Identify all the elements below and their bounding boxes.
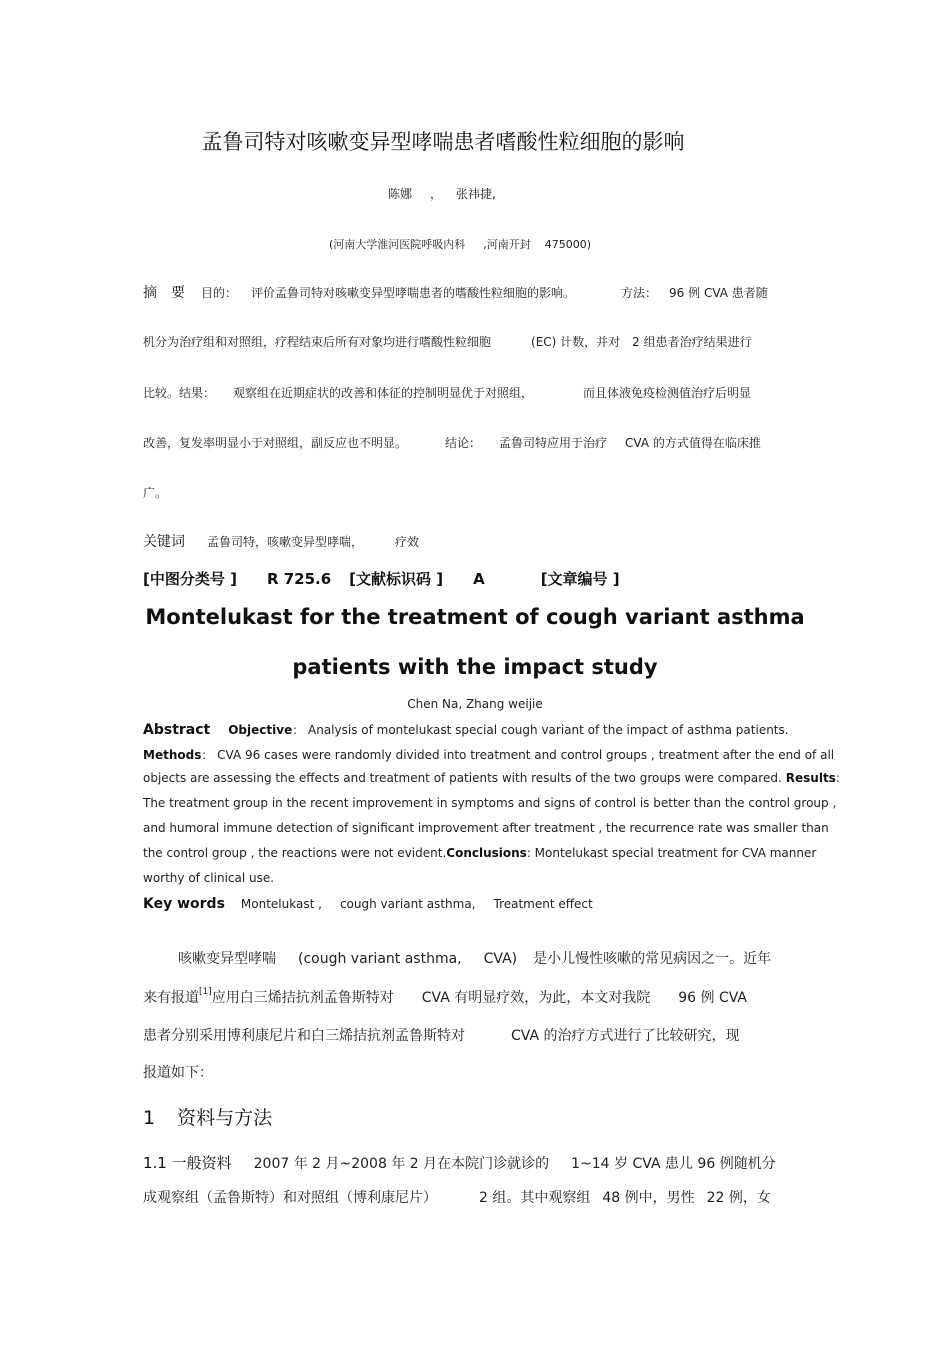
- article-number-label: [文章编号 ]: [540, 570, 620, 588]
- body-text: CVA 有明显疗效，为此，本文对我院: [421, 990, 651, 1006]
- results-colon: :: [835, 771, 840, 785]
- body-text: 是小儿慢性咳嗽的常见病因之一。近年: [533, 951, 772, 967]
- author-1: 陈娜: [388, 187, 413, 201]
- section-number: 1: [143, 1107, 156, 1129]
- abstract-cn-line-2: [143, 333, 752, 350]
- keywords-cn-list: 孟鲁司特，咳嗽变异型哮喘，: [207, 535, 364, 549]
- keyword-en-3: Treatment effect: [493, 897, 593, 911]
- subsection-title: 1.1 一般资料: [143, 1154, 232, 1172]
- abstract-en-label: Abstract: [143, 722, 211, 738]
- body-para-1-line-1: [178, 948, 771, 968]
- abstract-cn-text: 机分为治疗组和对照组，疗程结束后所有对象均进行嗜酸性粒细胞: [143, 335, 492, 349]
- affiliation-cn: [329, 236, 591, 252]
- body-text: CVA): [483, 951, 518, 967]
- citation-ref: [1]: [199, 987, 212, 997]
- abstract-cn-line-3: [143, 384, 751, 401]
- body-text: 应用白三烯拮抗剂孟鲁斯特对: [211, 990, 394, 1006]
- abstract-cn-text: 2 组患者治疗结果进行: [632, 335, 752, 349]
- abstract-en-line-3: [143, 771, 840, 785]
- keyword-en-1: Montelukast ,: [240, 897, 322, 911]
- doc-code-value: A: [473, 570, 485, 588]
- conclusions-label-en: Conclusions: [446, 846, 527, 860]
- abstract-cn-label: 摘 要: [143, 285, 185, 301]
- methods-label-cn: 方法：: [621, 286, 658, 300]
- abstract-cn-text: 广。: [143, 486, 168, 500]
- body-text: CVA 的治疗方式进行了比较研究，现: [511, 1028, 740, 1044]
- section-heading: [143, 1103, 272, 1130]
- body-para-1-line-3: [143, 1025, 739, 1045]
- section-title: 资料与方法: [177, 1107, 273, 1129]
- results-label-cn: 比较。结果：: [143, 386, 216, 400]
- conclusions-text-en: : Montelukast special treatment for CVA manner: [526, 846, 817, 860]
- abstract-en-line-5: and humoral immune detection of significant improvement after treatment , the recurrence rate was smaller than: [143, 821, 829, 835]
- methods-label-en: Methods: [143, 748, 202, 762]
- abstract-en-text: objects are assessing the effects and treatment of patients with results of the two groups were compared.: [143, 771, 782, 785]
- classification-line: [143, 568, 620, 589]
- body-text: 患者分别采用博利康尼片和白三烯拮抗剂孟鲁斯特对: [143, 1028, 465, 1044]
- abstract-en-line-1: [143, 721, 789, 738]
- results-label-en: Results: [785, 771, 836, 785]
- paper-title-en-line-1: Montelukast for the treatment of cough variant asthma: [145, 605, 805, 629]
- abstract-cn-line-1: [143, 282, 768, 302]
- objective-text-en: ： Analysis of montelukast special cough variant of the impact of asthma patients.: [292, 723, 789, 737]
- keywords-cn-label: 关键词: [143, 534, 185, 550]
- abstract-cn-text: (EC) 计数，并对: [531, 335, 621, 349]
- conclusion-label-cn: 结论：: [445, 436, 482, 450]
- subsection-line-1: [143, 1152, 776, 1173]
- affiliation-city: ,河南开封: [483, 238, 531, 251]
- paper-title-en-line-2: patients with the impact study: [292, 655, 658, 679]
- body-text: 22 例，女: [706, 1190, 771, 1206]
- clc-label: [中图分类号 ]: [143, 570, 237, 588]
- author-2: 张祎捷,: [456, 187, 496, 201]
- abstract-en-line-7: worthy of clinical use.: [143, 871, 275, 885]
- abstract-en-line-6: [143, 846, 816, 860]
- results-text-cn: 而且体液免疫检测值治疗后明显: [583, 386, 752, 400]
- abstract-en-line-4: The treatment group in the recent improvement in symptoms and signs of control is better than the control group ,: [143, 796, 837, 810]
- author-sep: ，: [430, 187, 443, 201]
- abstract-cn-line-5: [143, 484, 167, 501]
- objective-label-cn: 目的：: [201, 286, 238, 300]
- body-text: 咳嗽变异型哮喘: [178, 951, 276, 967]
- keyword-en-2: cough variant asthma,: [339, 897, 476, 911]
- abstract-en-line-2: [143, 746, 834, 763]
- conclusion-text-cn: CVA 的方式值得在临床推: [625, 436, 761, 450]
- methods-text-cn: 96 例 CVA 患者随: [669, 286, 768, 300]
- authors-en: Chen Na, Zhang weijie: [407, 697, 543, 711]
- objective-label-en: Objective: [228, 723, 293, 737]
- paper-title-cn: 孟鲁司特对咳嗽变异型哮喘患者嗜酸性粒细胞的影响: [201, 130, 685, 154]
- conclusion-text-cn: 孟鲁司特应用于治疗: [499, 436, 608, 450]
- body-text: 1~14 岁 CVA 患儿 96 例随机分: [571, 1156, 776, 1172]
- objective-text-cn: 评价孟鲁司特对咳嗽变异型哮喘患者的嗜酸性粒细胞的影响。: [251, 286, 576, 300]
- body-para-1-line-2: [143, 987, 747, 1007]
- doc-code-label: [文献标识码 ]: [349, 570, 444, 588]
- body-text: (cough variant asthma,: [298, 951, 462, 967]
- body-para-1-line-4: 报道如下：: [143, 1065, 213, 1081]
- affiliation-zip: 475000): [544, 238, 592, 251]
- body-text: 2007 年 2 月~2008 年 2 月在本院门诊就诊的: [253, 1156, 550, 1172]
- abstract-en-text: the control group , the reactions were not evident.: [143, 846, 447, 860]
- body-text: 来有报道: [143, 990, 199, 1006]
- results-text-cn: 观察组在近期症状的改善和体征的控制明显优于对照组，: [233, 386, 534, 400]
- body-text: 2 组。其中观察组: [479, 1190, 591, 1206]
- keywords-cn: [143, 531, 419, 551]
- keywords-en: [143, 896, 593, 912]
- body-text: 96 例 CVA: [678, 990, 747, 1006]
- keywords-cn-item: 疗效: [395, 535, 420, 549]
- methods-text-en: ： CVA 96 cases were randomly divided into treatment and control groups , treatment after the end of all: [201, 748, 835, 762]
- subsection-line-2: [143, 1187, 771, 1207]
- abstract-cn-line-4: [143, 434, 761, 451]
- abstract-cn-text: 改善，复发率明显小于对照组，副反应也不明显。: [143, 436, 408, 450]
- body-text: 48 例中，男性: [602, 1190, 695, 1206]
- authors-cn: [388, 185, 496, 202]
- keywords-en-label: Key words: [143, 896, 225, 912]
- body-text: 成观察组（孟鲁斯特）和对照组（博利康尼片）: [143, 1190, 437, 1206]
- clc-value: R 725.6: [266, 570, 332, 588]
- affiliation-dept: (河南大学淮河医院呼吸内科: [329, 238, 466, 251]
